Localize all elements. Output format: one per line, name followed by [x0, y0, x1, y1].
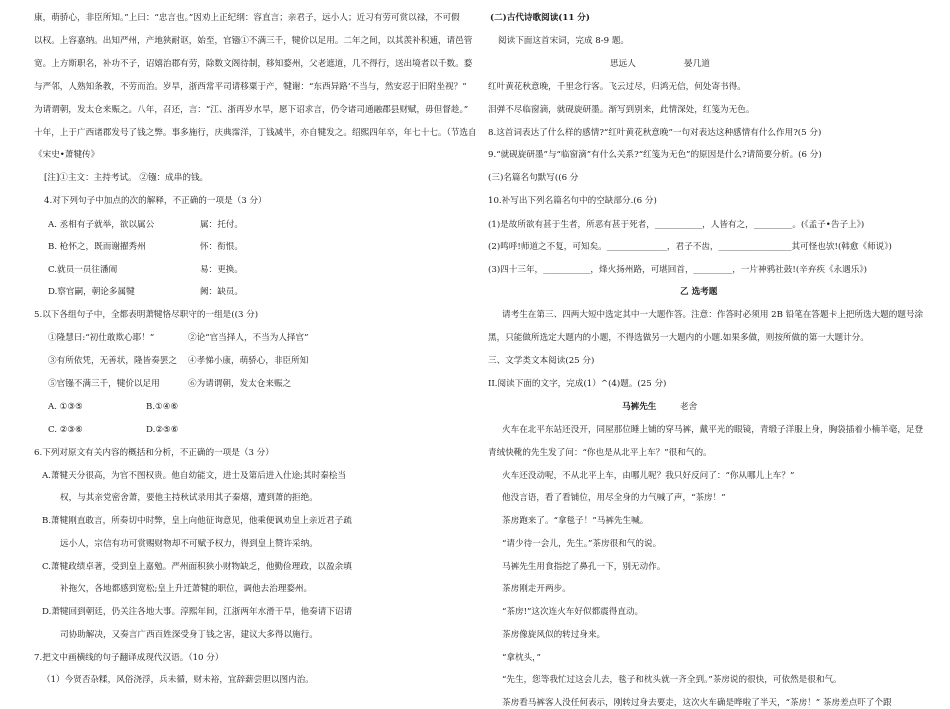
q6-line: 补拖欠，各地都感到宽松;皇上升迁萧犍的职位，调他去治理婺州。 — [60, 584, 313, 594]
section-poem-heading: (二)古代诗歌阅读(11 分) — [490, 13, 590, 23]
q4-option-c: C.就员一员往潘闹 — [48, 265, 118, 275]
annotation-note: [注]①主文：主持考试。 ②镪：成串的钱。 — [44, 173, 209, 183]
poem-instruction: 阅读下面这首宋词，完成 8-9 题。 — [498, 36, 630, 46]
q5-item: ③有所依凭，无善状，隆皆奏罢之 — [48, 356, 177, 366]
story-line: 火车在北平东站还没开，同屋那位睡上铺的穿马裤，戴平光的眼镜，青缎子洋服上身，胸袋插着小楠羊毫，足登 — [502, 425, 924, 435]
q6-line: B.萧犍刚直敢言，所奏切中时弊，皇上向他征询意见，他乘便讽劝皇上亲近君子疏 — [42, 516, 352, 526]
q6-line: 远小人，宗信有功可赏赐财物却不可赋予权力，得到皇上赞许采纳。 — [60, 539, 318, 549]
story-line: 青绒快靴的先生发了问：“你也是从北平上车？”很和气的。 — [488, 448, 712, 458]
passage-line: 与严邻，人熟知条教，不劳而治。岁旱，浙西常平司请移粟于产，犍谢：“东西异路‘不当与，然安忍于旧附坐视？” — [34, 82, 467, 92]
q4-option-d: D.察官嗣，朝论多属犍 — [48, 287, 135, 297]
story-line: “请少待一会儿，先生。”茶房很和气的说。 — [502, 539, 662, 549]
q5-item: ④孝悌小康，萌骄心，非臣所知 — [188, 356, 309, 366]
q4-option-c-gloss: 易：更换。 — [200, 265, 243, 275]
q6-line: C.萧犍政绩卓著，受到皇上嘉勉。严州面积狭小财物缺乏，他勤俭理政，以盈余填 — [42, 562, 352, 572]
passage-line: 康，萌骄心，非臣所知。”上曰：“忠言也。”因劝上正纪纲：容直言；亲君子，远小人；近习有劳可赏以禄，不可假 — [34, 13, 460, 23]
q4-option-b-gloss: 怀：衔恨。 — [200, 242, 243, 252]
poem-line: 泪弹不尽临窗滴，就砚旋研墨。渐写到别来，此情深处，红笺为无色。 — [488, 105, 755, 115]
story-line: 茶房看马裤客人没任何表示，刚转过身去要走，这次火车确是哗啦了半天，“茶房！” 茶房差点吓了个跟 — [502, 698, 892, 708]
section-mingju-heading: (三)名篇名句默写((6 分 — [488, 173, 579, 183]
story-line: “先生，您等我忙过这会儿去，毯子和枕头就一齐全到。”茶房说的很快，可依然是很和气。 — [502, 675, 842, 685]
question-7-stem: 7.把文中画横线的句子翻译成现代汉语。（10 分） — [34, 653, 224, 663]
passage-line: 十年，上于广西诸郡发号了钱之弊。事多施行，庆典霈洋，丁钱减半，亦自犍发之。绍熙四年卒，年七十七。（节选自 — [34, 128, 477, 138]
story-line: 茶房像旋风似的转过身来。 — [502, 630, 606, 640]
story-line: 马裤先生用食指挖了鼻孔一下，别无动作。 — [502, 562, 666, 572]
passage-line: 《宋史•萧犍传》 — [34, 150, 100, 160]
poem-line: 红叶黄花秋意晚，千里念行客。飞云过尽，归鸿无信，何处寄书得。 — [488, 82, 746, 92]
section-elective-heading: 乙 选考题 — [680, 287, 718, 297]
q4-option-d-gloss: 阙：缺员。 — [200, 287, 243, 297]
story-line: “拿枕头，” — [502, 653, 541, 663]
q6-line: 权，与其亲党密舍萧，要他主持秋试录用其子秦熺，遭到萧的拒绝。 — [60, 493, 318, 503]
section-three-heading: 三、文学类文本阅读(25 分) — [488, 356, 595, 366]
elective-line: 请考生在第三、四两大短中选定其中一大题作答。注意：作答时必须用 2B 铅笔在答题卡上把所选大题的题号涂 — [502, 310, 924, 320]
story-title: 马裤先生 — [622, 402, 657, 412]
story-line: 火车还没动呢，不从北平上车，由哪儿呢？我只好反问了：“你从哪儿上车？” — [502, 471, 795, 481]
elective-line: 黑，只能做所选定大题内的小题，不得选做另一大题内的小题.如果多做，则按所做的第一大题计分。 — [488, 333, 869, 343]
story-line: 他没言语，看了看铺位，用尽全身的力气喊了声，“茶房！” — [502, 493, 726, 503]
question-6-stem: 6.下列对原文有关内容的概括和分析，不正确的一项是（3 分） — [34, 448, 274, 458]
q6-line: D.萧犍回到朝廷，仍关注各地大事。淳熙年间，江浙两年水滑干旱，他奏请下诏请 — [42, 607, 353, 617]
section-three-sub: II.阅读下面的文字，完成(1）^(4)题。(25 分) — [488, 379, 667, 389]
question-4-stem: 4.对下列句子中加点的次的解释，不正确的一项是（3 分） — [44, 196, 267, 206]
passage-line: 为请谓朝，发太仓来赈之。八年，召还，言：“江、浙再岁水旱，愿下诏求言，仍令诸司通融郡县财赋，毋但督趁。” — [34, 105, 469, 115]
q5-item: ⑤官镪不满三千，犍价以足用 — [48, 379, 160, 389]
q6-line: 司协助解决，又奏言广西百姓深受身丁钱之害，建议大多得以施行。 — [60, 630, 318, 640]
question-5-stem: 5.以下各组句子中，全都表明萧犍恪尽职守的一组是((3 分) — [34, 310, 259, 320]
q7-item: （1）今贤否杂糅，风俗浇浮，兵未循，财未裕，宜辞薪尝胆以图内治。 — [42, 675, 314, 685]
story-line: 茶房刚走开两步。 — [502, 584, 571, 594]
passage-line: 以权。上容嘉纳。出知严州，产地狭耐讴，始至，官镪①不满三千，犍价以足用。二年之间，以其羡补积逋，请邑管 — [34, 36, 473, 46]
q4-option-b: B. 枪怀之，既而谢擢秀州 — [48, 242, 146, 252]
q5-answer-a: A. ①③⑤ — [48, 402, 83, 412]
question-10: 10.补写出下列名篇名句中的空缺部分.(6 分) — [488, 196, 657, 206]
fill-line: (3)四十三年，___________，烽火扬州路，可堪回首，_________，一片神鸦社鼓!(辛弃疾《永遇乐》) — [488, 265, 867, 275]
q5-answer-c: C. ②③⑥ — [48, 425, 83, 435]
fill-line: (2)鸣呼!师道之不复，可知矣。______________，君子不齿，_________________其可怪也欤!(韩愈《师说》) — [488, 242, 892, 252]
q4-option-a-gloss: 属：托付。 — [200, 220, 243, 230]
poem-title: 思远人 — [610, 59, 636, 69]
q5-item: ②论“官当择人，不当为人择官” — [188, 333, 309, 343]
poem-author: 晏几道 — [684, 59, 710, 69]
passage-line: 宽。上方斯职名，补功不子，诏嬉治郡有劳，除数文阁待制，移知婺州，父老遮道，几不得行，送出境者以千数。婺 — [34, 59, 473, 69]
question-9: 9.“就砚旋研墨”与“临窗滴”有什么关系?“红笺为无色”的原因是什么?请简要分析。(6 分) — [488, 150, 822, 160]
story-author: 老舍 — [680, 402, 698, 412]
q4-option-a: A. 丞相有子就举，欲以属公 — [48, 220, 155, 230]
q5-answer-d: D.②⑤⑥ — [146, 425, 179, 435]
story-line: “茶房!”这次连火车好似都震得直动。 — [502, 607, 644, 617]
q5-item: ⑥为请谓朝，发太仓来赈之 — [188, 379, 292, 389]
q5-answer-b: B.①④⑥ — [146, 402, 179, 412]
question-8: 8.这首词表达了什么样的感情?“红叶黄花秋意晚”一句对表达这种感情有什么作用?(5 分) — [488, 128, 822, 138]
q5-item: ①隆慧曰:“初仕敢欺心耶！” — [48, 333, 155, 343]
fill-line: (1)是故所欲有甚于生者，所恶有甚于死者，___________，人皆有之，_________。(《孟子•告子上》) — [488, 220, 865, 230]
q6-line: A.萧犍天分很高，为官不图权贵。他自幼能文，进士及第后进入仕途;其时秦桧当 — [42, 471, 347, 481]
story-line: 茶房跑来了。“拿毯子！”马裤先生喊。 — [502, 516, 649, 526]
